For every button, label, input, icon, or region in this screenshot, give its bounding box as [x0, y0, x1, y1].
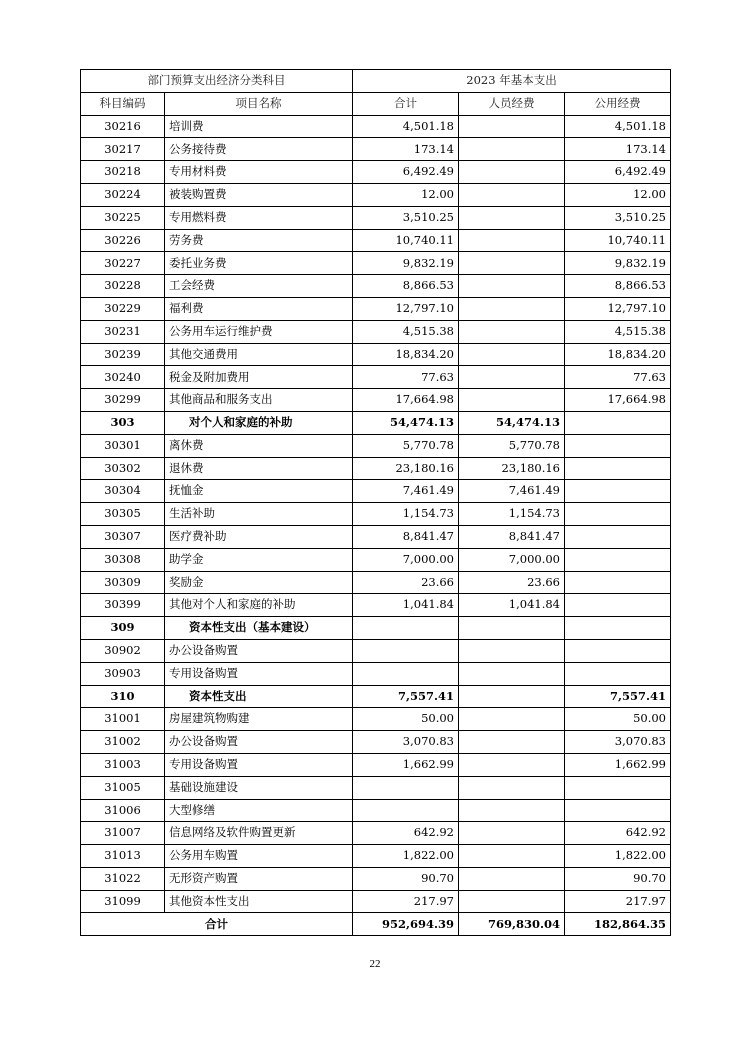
cell-code: 30228	[81, 275, 165, 298]
cell-code: 31022	[81, 867, 165, 890]
cell-code: 30309	[81, 571, 165, 594]
cell-total: 642.92	[353, 822, 459, 845]
cell-code: 31099	[81, 890, 165, 913]
cell-personnel	[459, 183, 565, 206]
cell-personnel	[459, 822, 565, 845]
cell-personnel: 23.66	[459, 571, 565, 594]
table-row	[81, 548, 671, 571]
cell-code: 303	[81, 411, 165, 434]
header-public: 公用经费	[565, 92, 671, 115]
cell-total: 217.97	[353, 890, 459, 913]
cell-total: 8,841.47	[353, 525, 459, 548]
cell-name: 医疗费补助	[165, 525, 353, 548]
table-row	[81, 845, 671, 868]
table-row	[81, 890, 671, 913]
cell-code: 30399	[81, 594, 165, 617]
cell-code: 31003	[81, 753, 165, 776]
cell-public	[565, 525, 671, 548]
cell-public: 1,822.00	[565, 845, 671, 868]
budget-table	[80, 69, 671, 936]
cell-total: 7,461.49	[353, 480, 459, 503]
cell-code: 30240	[81, 366, 165, 389]
table-row	[81, 320, 671, 343]
cell-code: 30304	[81, 480, 165, 503]
cell-name: 公务用车运行维护费	[165, 320, 353, 343]
cell-name: 抚恤金	[165, 480, 353, 503]
cell-public	[565, 662, 671, 685]
cell-total: 3,070.83	[353, 731, 459, 754]
table-row	[81, 434, 671, 457]
cell-total	[353, 662, 459, 685]
cell-code: 30224	[81, 183, 165, 206]
cell-public	[565, 457, 671, 480]
table-row	[81, 457, 671, 480]
cell-name: 办公设备购置	[165, 731, 353, 754]
header-personnel: 人员经费	[459, 92, 565, 115]
cell-name: 培训费	[165, 115, 353, 138]
cell-code: 30216	[81, 115, 165, 138]
header-code: 科目编码	[81, 92, 165, 115]
table-row	[81, 753, 671, 776]
cell-name: 助学金	[165, 548, 353, 571]
cell-name: 对个人和家庭的补助	[165, 411, 353, 434]
table-row	[81, 617, 671, 640]
header-total: 合计	[353, 92, 459, 115]
cell-name: 房屋建筑物购建	[165, 708, 353, 731]
cell-public: 9,832.19	[565, 252, 671, 275]
cell-total: 18,834.20	[353, 343, 459, 366]
cell-total: 17,664.98	[353, 389, 459, 412]
table-row	[81, 229, 671, 252]
total-row	[81, 913, 671, 936]
cell-public: 3,510.25	[565, 206, 671, 229]
cell-total: 10,740.11	[353, 229, 459, 252]
cell-public: 4,515.38	[565, 320, 671, 343]
cell-code: 30308	[81, 548, 165, 571]
total-personnel: 769,830.04	[459, 913, 565, 936]
cell-public: 90.70	[565, 867, 671, 890]
cell-public: 12,797.10	[565, 297, 671, 320]
cell-public	[565, 571, 671, 594]
cell-total: 4,515.38	[353, 320, 459, 343]
cell-name: 基础设施建设	[165, 776, 353, 799]
cell-public	[565, 503, 671, 526]
cell-total: 1,822.00	[353, 845, 459, 868]
cell-personnel: 54,474.13	[459, 411, 565, 434]
cell-public: 1,662.99	[565, 753, 671, 776]
cell-total	[353, 799, 459, 822]
cell-personnel	[459, 890, 565, 913]
table-row	[81, 571, 671, 594]
header-basic-expenditure: 2023 年基本支出	[353, 70, 671, 93]
cell-total: 54,474.13	[353, 411, 459, 434]
table-row	[81, 685, 671, 708]
cell-code: 30225	[81, 206, 165, 229]
cell-personnel: 8,841.47	[459, 525, 565, 548]
cell-name: 其他交通费用	[165, 343, 353, 366]
table-row	[81, 138, 671, 161]
cell-personnel	[459, 685, 565, 708]
cell-public	[565, 799, 671, 822]
cell-code: 310	[81, 685, 165, 708]
cell-personnel	[459, 229, 565, 252]
table-row	[81, 525, 671, 548]
cell-name: 公务接待费	[165, 138, 353, 161]
cell-total: 77.63	[353, 366, 459, 389]
cell-public: 17,664.98	[565, 389, 671, 412]
cell-personnel	[459, 297, 565, 320]
cell-total: 1,154.73	[353, 503, 459, 526]
cell-public	[565, 594, 671, 617]
cell-personnel	[459, 275, 565, 298]
cell-public: 12.00	[565, 183, 671, 206]
cell-name: 资本性支出	[165, 685, 353, 708]
cell-personnel	[459, 252, 565, 275]
cell-name: 生活补助	[165, 503, 353, 526]
table-row	[81, 411, 671, 434]
cell-personnel	[459, 662, 565, 685]
table-row	[81, 503, 671, 526]
cell-total: 12,797.10	[353, 297, 459, 320]
cell-code: 30301	[81, 434, 165, 457]
cell-total: 12.00	[353, 183, 459, 206]
table-row	[81, 161, 671, 184]
cell-name: 无形资产购置	[165, 867, 353, 890]
cell-total	[353, 617, 459, 640]
cell-personnel: 1,041.84	[459, 594, 565, 617]
header-classification: 部门预算支出经济分类科目	[81, 70, 353, 93]
table-row	[81, 115, 671, 138]
cell-name: 公务用车购置	[165, 845, 353, 868]
cell-total: 4,501.18	[353, 115, 459, 138]
cell-personnel	[459, 161, 565, 184]
cell-personnel	[459, 867, 565, 890]
cell-name: 退休费	[165, 457, 353, 480]
cell-name: 奖励金	[165, 571, 353, 594]
cell-public: 77.63	[565, 366, 671, 389]
table-row	[81, 252, 671, 275]
cell-name: 福利费	[165, 297, 353, 320]
cell-public	[565, 617, 671, 640]
cell-personnel	[459, 845, 565, 868]
cell-personnel	[459, 731, 565, 754]
table-row	[81, 708, 671, 731]
cell-code: 31005	[81, 776, 165, 799]
cell-personnel: 1,154.73	[459, 503, 565, 526]
cell-name: 办公设备购置	[165, 639, 353, 662]
table-row	[81, 183, 671, 206]
cell-personnel	[459, 753, 565, 776]
cell-total: 50.00	[353, 708, 459, 731]
cell-name: 其他商品和服务支出	[165, 389, 353, 412]
cell-name: 专用燃料费	[165, 206, 353, 229]
cell-total: 23,180.16	[353, 457, 459, 480]
table-row	[81, 799, 671, 822]
header-column-row	[81, 92, 671, 115]
cell-code: 31006	[81, 799, 165, 822]
cell-total: 173.14	[353, 138, 459, 161]
cell-personnel	[459, 776, 565, 799]
cell-total: 9,832.19	[353, 252, 459, 275]
table-row	[81, 297, 671, 320]
cell-name: 专用设备购置	[165, 662, 353, 685]
page-number: 22	[369, 958, 381, 970]
cell-total: 90.70	[353, 867, 459, 890]
cell-name: 大型修缮	[165, 799, 353, 822]
cell-personnel	[459, 708, 565, 731]
cell-public: 7,557.41	[565, 685, 671, 708]
cell-code: 30218	[81, 161, 165, 184]
total-public: 182,864.35	[565, 913, 671, 936]
cell-name: 税金及附加费用	[165, 366, 353, 389]
cell-code: 30302	[81, 457, 165, 480]
table-row	[81, 480, 671, 503]
cell-personnel	[459, 799, 565, 822]
cell-public: 217.97	[565, 890, 671, 913]
table-row	[81, 366, 671, 389]
table-row	[81, 662, 671, 685]
table-body	[81, 115, 671, 913]
cell-code: 30307	[81, 525, 165, 548]
cell-public: 6,492.49	[565, 161, 671, 184]
cell-total: 5,770.78	[353, 434, 459, 457]
cell-name: 工会经费	[165, 275, 353, 298]
cell-code: 31001	[81, 708, 165, 731]
cell-code: 30299	[81, 389, 165, 412]
cell-total: 1,662.99	[353, 753, 459, 776]
cell-public: 18,834.20	[565, 343, 671, 366]
cell-name: 委托业务费	[165, 252, 353, 275]
cell-code: 30305	[81, 503, 165, 526]
cell-public: 8,866.53	[565, 275, 671, 298]
cell-personnel	[459, 366, 565, 389]
table-row	[81, 594, 671, 617]
cell-code: 30227	[81, 252, 165, 275]
cell-total: 23.66	[353, 571, 459, 594]
cell-personnel: 5,770.78	[459, 434, 565, 457]
cell-code: 31002	[81, 731, 165, 754]
table-row	[81, 822, 671, 845]
cell-personnel: 23,180.16	[459, 457, 565, 480]
cell-name: 离休费	[165, 434, 353, 457]
table-row	[81, 275, 671, 298]
cell-personnel	[459, 617, 565, 640]
cell-code: 30217	[81, 138, 165, 161]
cell-public	[565, 639, 671, 662]
cell-personnel	[459, 389, 565, 412]
cell-total	[353, 776, 459, 799]
cell-public	[565, 776, 671, 799]
cell-public: 642.92	[565, 822, 671, 845]
header-name: 项目名称	[165, 92, 353, 115]
cell-total: 7,000.00	[353, 548, 459, 571]
cell-public	[565, 548, 671, 571]
cell-code: 31007	[81, 822, 165, 845]
total-label: 合计	[81, 913, 353, 936]
cell-code: 30239	[81, 343, 165, 366]
cell-code: 30231	[81, 320, 165, 343]
cell-code: 30226	[81, 229, 165, 252]
cell-public	[565, 434, 671, 457]
cell-code: 31013	[81, 845, 165, 868]
cell-total: 6,492.49	[353, 161, 459, 184]
cell-public	[565, 411, 671, 434]
total-sum: 952,694.39	[353, 913, 459, 936]
cell-personnel	[459, 206, 565, 229]
cell-personnel	[459, 115, 565, 138]
cell-public	[565, 480, 671, 503]
cell-personnel	[459, 343, 565, 366]
cell-public: 3,070.83	[565, 731, 671, 754]
cell-code: 30229	[81, 297, 165, 320]
cell-name: 专用设备购置	[165, 753, 353, 776]
cell-code: 30903	[81, 662, 165, 685]
cell-code: 309	[81, 617, 165, 640]
cell-personnel: 7,000.00	[459, 548, 565, 571]
cell-name: 专用材料费	[165, 161, 353, 184]
cell-public: 10,740.11	[565, 229, 671, 252]
header-group-row	[81, 70, 671, 93]
table-row	[81, 639, 671, 662]
cell-personnel	[459, 639, 565, 662]
cell-personnel	[459, 138, 565, 161]
table-row	[81, 389, 671, 412]
cell-code: 30902	[81, 639, 165, 662]
table-row	[81, 776, 671, 799]
cell-total: 3,510.25	[353, 206, 459, 229]
cell-total: 8,866.53	[353, 275, 459, 298]
table-row	[81, 206, 671, 229]
table-row	[81, 867, 671, 890]
cell-public: 173.14	[565, 138, 671, 161]
cell-total	[353, 639, 459, 662]
cell-total: 1,041.84	[353, 594, 459, 617]
cell-name: 信息网络及软件购置更新	[165, 822, 353, 845]
cell-name: 劳务费	[165, 229, 353, 252]
cell-personnel: 7,461.49	[459, 480, 565, 503]
cell-public: 50.00	[565, 708, 671, 731]
cell-total: 7,557.41	[353, 685, 459, 708]
cell-name: 被装购置费	[165, 183, 353, 206]
cell-personnel	[459, 320, 565, 343]
table-row	[81, 731, 671, 754]
cell-public: 4,501.18	[565, 115, 671, 138]
cell-name: 其他资本性支出	[165, 890, 353, 913]
table-row	[81, 343, 671, 366]
cell-name: 资本性支出（基本建设）	[165, 617, 353, 640]
cell-name: 其他对个人和家庭的补助	[165, 594, 353, 617]
